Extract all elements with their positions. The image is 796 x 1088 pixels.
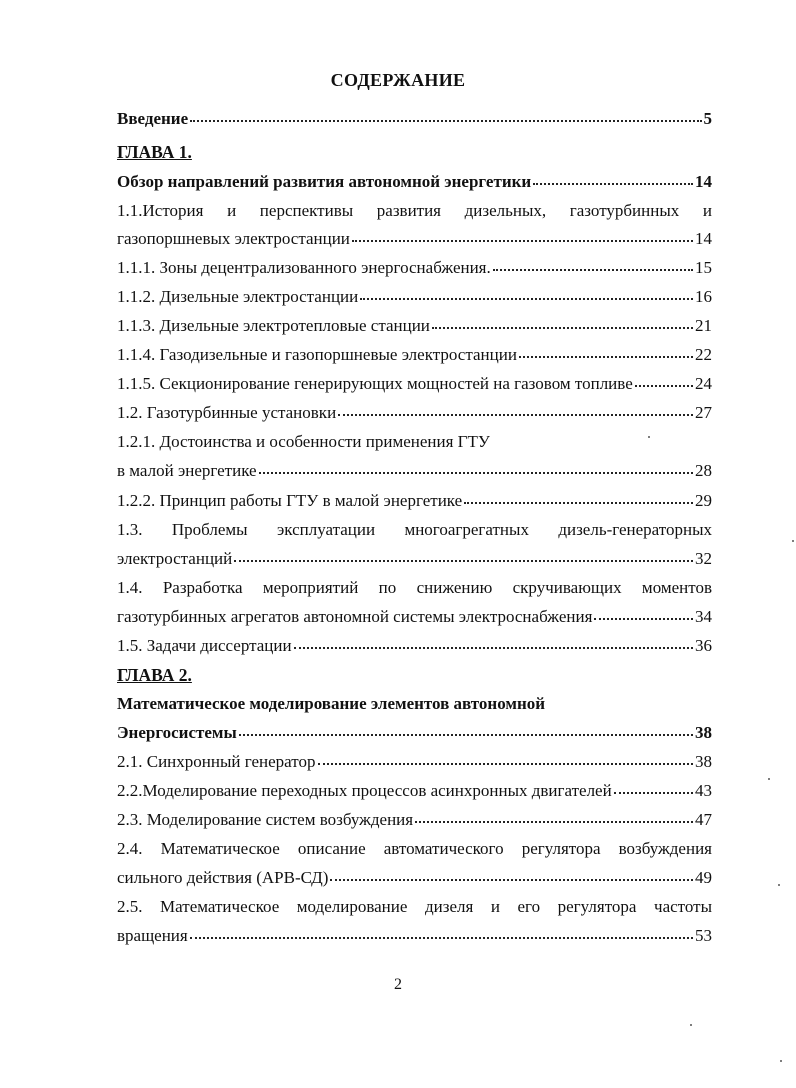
toc-entry-text: 1.1.5. Секционирование генерирующих мощностей на газовом топливе <box>117 374 633 393</box>
dot-leader <box>519 356 693 358</box>
toc-page-number: 29 <box>695 491 712 510</box>
toc-page-number: 24 <box>695 374 712 393</box>
toc-entry <box>117 925 712 947</box>
scan-speck <box>768 778 770 780</box>
toc-page-number: 38 <box>695 723 712 742</box>
toc-page-number: 5 <box>703 109 712 128</box>
toc-entry-text: 1.1.1. Зоны децентрализованного энергоснабжения. <box>117 258 491 277</box>
toc-entry <box>117 867 712 889</box>
scan-speck <box>778 884 780 886</box>
toc-entry-line: 1.2.1. Достоинства и особенности применения ГТУ <box>117 432 490 451</box>
toc-entry-text: 2.2.Моделирование переходных процессов асинхронных двигателей <box>117 781 612 800</box>
toc-entry-line: 2.4. Математическое описание автоматического регулятора возбуждения <box>117 839 712 858</box>
page-title: СОДЕРЖАНИЕ <box>330 70 466 90</box>
toc-entry <box>117 722 712 744</box>
toc-page-number: 27 <box>695 403 712 422</box>
toc-page-number: 16 <box>695 287 712 306</box>
chapter-heading <box>117 141 712 163</box>
dot-leader <box>190 937 693 939</box>
toc-page-number: 14 <box>695 172 712 191</box>
toc-entry-line: 1.4. Разработка мероприятий по снижению скручивающих моментов <box>117 578 712 597</box>
toc-entry-line: 2.5. Математическое моделирование дизеля и его регулятора частоты <box>117 897 712 916</box>
dot-leader <box>234 560 693 562</box>
toc-entry-line: 1.3. Проблемы эксплуатации многоагрегатных дизель-генераторных <box>117 520 712 539</box>
toc-entry <box>117 344 712 366</box>
dot-leader <box>330 879 693 881</box>
dot-leader <box>360 298 693 300</box>
toc-entry-text: Введение <box>117 109 189 128</box>
dot-leader <box>338 414 693 416</box>
toc-page-number: 53 <box>695 926 712 945</box>
dot-leader <box>415 821 693 823</box>
toc-entry-text: электростанций <box>117 549 233 568</box>
toc-page-number: 38 <box>695 752 712 771</box>
toc-entry-text: 1.2.2. Принцип работы ГТУ в малой энергетике <box>117 491 463 510</box>
toc-page-number: 49 <box>695 868 712 887</box>
chapter-label: ГЛАВА 2. <box>117 665 192 685</box>
toc-entry-text: газопоршневых электростанции <box>117 229 350 248</box>
page-number: 2 <box>394 976 402 993</box>
dot-leader <box>614 792 693 794</box>
toc-page-number: 21 <box>695 316 712 335</box>
toc-entry <box>117 809 712 831</box>
scan-speck <box>792 540 794 542</box>
toc-page-number: 28 <box>695 461 712 480</box>
dot-leader <box>432 327 693 329</box>
toc-entry-text: 1.1.3. Дизельные электротепловые станции <box>117 316 430 335</box>
scan-speck <box>690 1024 692 1026</box>
toc-page-number: 43 <box>695 781 712 800</box>
toc-entry <box>117 548 712 570</box>
toc-entry-line: 1.1.История и перспективы развития дизельных, газотурбинных и <box>117 201 712 220</box>
toc-entry <box>117 635 712 657</box>
toc-entry <box>117 373 712 395</box>
toc-entry <box>117 490 712 512</box>
toc-entry <box>117 315 712 337</box>
toc-entry-text: 2.1. Синхронный генератор <box>117 752 316 771</box>
toc-entry-text: 1.5. Задачи диссертации <box>117 636 292 655</box>
toc-page-number: 34 <box>695 607 712 626</box>
toc-entry-text: 1.1.2. Дизельные электростанции <box>117 287 359 306</box>
dot-leader <box>352 240 693 242</box>
toc-entry-text: 1.1.4. Газодизельные и газопоршневые электростанции <box>117 345 517 364</box>
dot-leader <box>464 502 693 504</box>
toc-page-number: 36 <box>695 636 712 655</box>
toc-page-number: 32 <box>695 549 712 568</box>
toc-entry <box>117 780 712 802</box>
toc-entry-text: 2.3. Моделирование систем возбуждения <box>117 810 414 829</box>
toc-entry-text: Энергосистемы <box>117 723 237 742</box>
dot-leader <box>594 618 693 620</box>
dot-leader <box>239 734 693 736</box>
dot-leader <box>318 763 694 765</box>
toc-page-number: 22 <box>695 345 712 364</box>
chapter-label: ГЛАВА 1. <box>117 142 192 162</box>
toc-entry-text: газотурбинных агрегатов автономной системы электроснабжения <box>117 607 593 626</box>
toc-page-number: 14 <box>695 229 712 248</box>
scan-speck <box>780 1060 782 1062</box>
toc-entry <box>117 257 712 279</box>
dot-leader <box>635 385 693 387</box>
toc-entry <box>117 751 712 773</box>
dot-leader <box>533 183 693 185</box>
toc-entry-text: Обзор направлений развития автономной энергетики <box>117 172 532 191</box>
toc-entry-text: сильного действия (АРВ-СД) <box>117 868 329 887</box>
dot-leader <box>294 647 693 649</box>
toc-entry-text: в малой энергетике <box>117 461 257 480</box>
toc-entry <box>117 402 712 424</box>
toc-entry <box>117 606 712 628</box>
toc-entry-text: вращения <box>117 926 188 945</box>
toc-entry-text: 1.2. Газотурбинные установки <box>117 403 337 422</box>
dot-leader <box>493 269 693 271</box>
chapter-heading <box>117 664 712 686</box>
toc-entry <box>117 228 712 250</box>
toc-entry <box>117 108 712 130</box>
toc-entry <box>117 171 712 193</box>
toc-entry <box>117 286 712 308</box>
toc-entry <box>117 460 712 482</box>
toc-page-number: 47 <box>695 810 712 829</box>
toc-page-number: 15 <box>695 258 712 277</box>
scan-speck <box>648 436 650 438</box>
dot-leader <box>190 120 701 122</box>
toc-entry-line: Математическое моделирование элементов автономной <box>117 694 546 713</box>
dot-leader <box>259 472 693 474</box>
